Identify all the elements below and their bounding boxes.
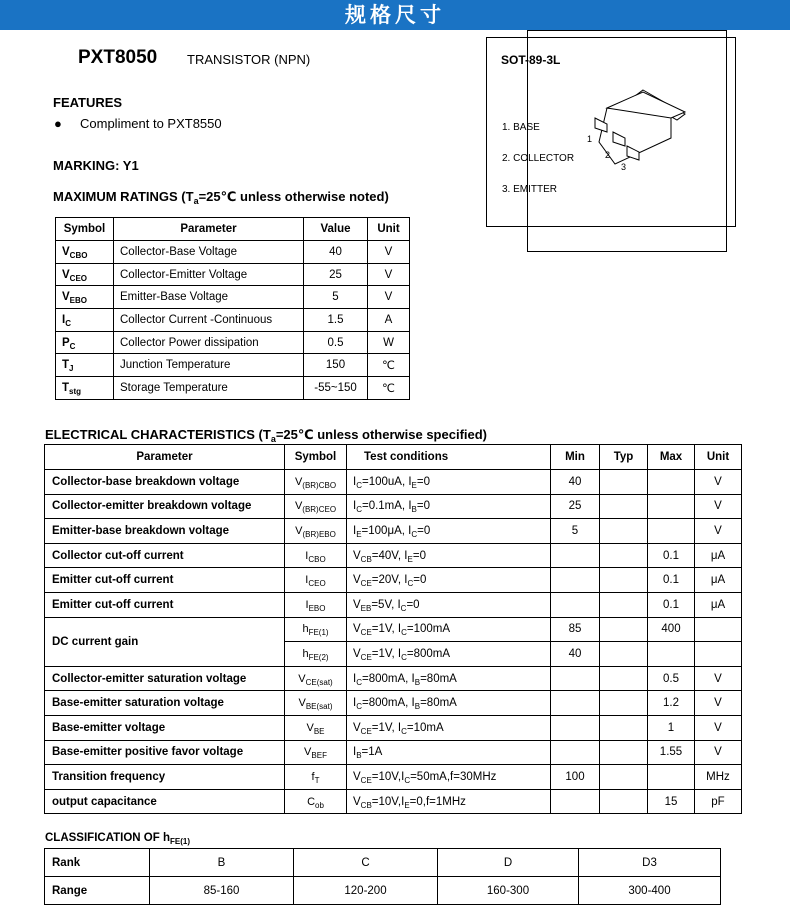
parameter-cell: Collector-Emitter Voltage [114,263,304,286]
symbol-cell: $V_{BE(sat)}$ [285,691,347,716]
package-name: SOT-89-3L [501,53,561,67]
classification-table [44,848,721,905]
unit-cell: V [368,286,410,309]
min-cell [551,740,600,765]
unit-cell: MHz [695,765,742,790]
symbol-cell: $f_T$ [285,765,347,790]
min-cell: 40 [551,642,600,667]
parameter-cell: Emitter cut-off current [45,592,285,617]
typ-cell [600,666,648,691]
parameter-cell: Emitter-base breakdown voltage [45,519,285,544]
test-conditions-cell: $I_C=0.1mA$, $I_B=0$ [347,494,551,519]
marking-text: MARKING: Y1 [53,158,139,173]
max-ratings-table [55,217,410,400]
symbol-cell: $V_{BE}$ [285,715,347,740]
table-row [45,494,742,519]
max-cell: 400 [648,617,695,642]
unit-cell: W [368,331,410,354]
pin-collector: 2. COLLECTOR [502,153,575,164]
sot89-package-icon [585,88,695,178]
max-cell [648,494,695,519]
unit-cell: V [695,715,742,740]
rank-cell: D [438,849,579,877]
max-cell: 0.1 [648,568,695,593]
pin-number-3: 3 [621,162,627,172]
symbol-cell: $C_{ob}$ [285,789,347,814]
unit-cell: A [368,309,410,332]
range-row [45,877,721,905]
table-header-row [56,218,410,241]
parameter-cell: Base-emitter saturation voltage [45,691,285,716]
symbol-cell: $V_{(BR)CBO}$ [285,470,347,495]
col-header-value: Value [304,218,368,241]
symbol-cell: $h_{FE(2)}$ [285,642,347,667]
unit-cell: V [695,470,742,495]
pin-emitter: 3. EMITTER [502,184,558,195]
min-cell [551,789,600,814]
typ-cell [600,691,648,716]
table-row [45,715,742,740]
typ-cell [600,642,648,667]
test-conditions-cell: $V_{CE}=10V,I_C=50mA,f=30MHz$ [347,765,551,790]
parameter-cell: Base-emitter voltage [45,715,285,740]
parameter-cell: output capacitance [45,789,285,814]
parameter-cell: Collector-Base Voltage [114,241,304,264]
pin-number-2: 2 [605,150,611,160]
table-header-row [45,445,742,470]
features-item-text: Compliment to PXT8550 [80,116,222,131]
min-cell [551,568,600,593]
value-cell: 40 [304,241,368,264]
part-number: PXT8050 [78,47,158,68]
table-row [45,519,742,544]
symbol-cell: $T_J$ [56,354,114,377]
rank-cell: B [150,849,294,877]
classification-title-sub: FE(1) [170,837,191,846]
symbol-cell: $I_{EBO}$ [285,592,347,617]
test-conditions-cell: $V_{EB}=5V$, $I_C=0$ [347,592,551,617]
max-ratings-title-suffix: =25℃ unless otherwise noted) [198,189,389,204]
symbol-cell: $V_{(BR)CEO}$ [285,494,347,519]
symbol-cell: $h_{FE(1)}$ [285,617,347,642]
unit-cell: pF [695,789,742,814]
min-cell: 85 [551,617,600,642]
value-cell: 150 [304,354,368,377]
max-cell: 0.5 [648,666,695,691]
typ-cell [600,543,648,568]
max-cell: 0.1 [648,543,695,568]
table-row [45,691,742,716]
range-cell: 300-400 [579,877,721,905]
rank-row [45,849,721,877]
unit-cell: V [695,691,742,716]
electrical-title-sub: a [270,434,276,444]
parameter-cell: Emitter-Base Voltage [114,286,304,309]
table-row [56,331,410,354]
symbol-cell: $V_{CBO}$ [56,241,114,264]
typ-cell [600,592,648,617]
table-row [45,568,742,593]
test-conditions-cell: $I_E=100\mu A$, $I_C=0$ [347,519,551,544]
min-cell [551,543,600,568]
typ-cell [600,470,648,495]
bullet-icon: ● [54,116,62,131]
value-cell: -55~150 [304,377,368,400]
typ-cell [600,765,648,790]
test-conditions-cell: $I_B=1A$ [347,740,551,765]
table-row [45,740,742,765]
col-header-unit: Unit [695,445,742,470]
max-cell [648,765,695,790]
test-conditions-cell: $V_{CE}=1V$, $I_C=800mA$ [347,642,551,667]
typ-cell [600,740,648,765]
unit-cell: V [368,241,410,264]
min-cell: 25 [551,494,600,519]
col-header-unit: Unit [368,218,410,241]
col-header-typ: Typ [600,445,648,470]
max-ratings-title [53,189,389,205]
max-cell: 1.55 [648,740,695,765]
test-conditions-cell: $V_{CB}=40V$, $I_E=0$ [347,543,551,568]
parameter-cell: Base-emitter positive favor voltage [45,740,285,765]
parameter-cell: Collector cut-off current [45,543,285,568]
value-cell: 25 [304,263,368,286]
unit-cell: V [368,263,410,286]
table-row [56,286,410,309]
symbol-cell: $I_{CEO}$ [285,568,347,593]
max-cell [648,519,695,544]
symbol-cell: $V_{EBO}$ [56,286,114,309]
parameter-cell: Collector-emitter breakdown voltage [45,494,285,519]
parameter-cell: Collector-base breakdown voltage [45,470,285,495]
symbol-cell: $P_C$ [56,331,114,354]
symbol-cell: $I_{CBO}$ [285,543,347,568]
min-cell [551,691,600,716]
unit-cell [695,617,742,642]
col-header-symbol: Symbol [285,445,347,470]
classification-title-prefix: CLASSIFICATION OF h [45,832,171,844]
range-label: Range [45,877,150,905]
col-header-min: Min [551,445,600,470]
max-cell: 15 [648,789,695,814]
test-conditions-cell: $V_{CE}=1V$, $I_C=100mA$ [347,617,551,642]
min-cell: 5 [551,519,600,544]
parameter-cell: Storage Temperature [114,377,304,400]
col-header-conditions: Test conditions [347,445,551,470]
rank-cell: D3 [579,849,721,877]
parameter-cell: Transition frequency [45,765,285,790]
col-header-parameter: Parameter [114,218,304,241]
max-cell [648,642,695,667]
parameter-cell: Collector Current -Continuous [114,309,304,332]
table-row [45,765,742,790]
symbol-cell: $V_{CE(sat)}$ [285,666,347,691]
range-cell: 120-200 [294,877,438,905]
col-header-symbol: Symbol [56,218,114,241]
table-row [45,543,742,568]
unit-cell: V [695,519,742,544]
unit-cell: V [695,494,742,519]
max-cell: 0.1 [648,592,695,617]
test-conditions-cell: $V_{CE}=1V$, $I_C=10mA$ [347,715,551,740]
test-conditions-cell: $I_C=800mA$, $I_B=80mA$ [347,691,551,716]
typ-cell [600,494,648,519]
table-row [45,666,742,691]
unit-cell: μA [695,543,742,568]
typ-cell [600,715,648,740]
electrical-table [44,444,742,814]
unit-cell [695,642,742,667]
value-cell: 1.5 [304,309,368,332]
max-ratings-title-prefix: MAXIMUM RATINGS (T [53,189,194,204]
max-cell [648,470,695,495]
table-row [56,309,410,332]
typ-cell [600,519,648,544]
col-header-parameter: Parameter [45,445,285,470]
parameter-cell: DC current gain [45,617,285,666]
table-row [56,263,410,286]
rank-label: Rank [45,849,150,877]
electrical-title [45,427,487,443]
parameter-cell: Emitter cut-off current [45,568,285,593]
test-conditions-cell: $I_C=100uA$, $I_E=0$ [347,470,551,495]
value-cell: 5 [304,286,368,309]
max-cell: 1 [648,715,695,740]
parameter-cell: Junction Temperature [114,354,304,377]
typ-cell [600,617,648,642]
value-cell: 0.5 [304,331,368,354]
max-ratings-title-sub: a [193,196,199,206]
features-item [54,116,222,131]
unit-cell: ℃ [368,377,410,400]
col-header-max: Max [648,445,695,470]
symbol-cell: $V_{(BR)EBO}$ [285,519,347,544]
typ-cell [600,789,648,814]
min-cell: 100 [551,765,600,790]
parameter-cell: Collector-emitter saturation voltage [45,666,285,691]
pin-number-1: 1 [587,134,593,144]
symbol-cell: $I_C$ [56,309,114,332]
typ-cell [600,568,648,593]
table-row [45,617,742,642]
test-conditions-cell: $V_{CE}=20V$, $I_C=0$ [347,568,551,593]
electrical-title-prefix: ELECTRICAL CHARACTERISTICS (T [45,427,271,442]
symbol-cell: $T_{stg}$ [56,377,114,400]
unit-cell: V [695,740,742,765]
symbol-cell: $V_{CEO}$ [56,263,114,286]
min-cell [551,666,600,691]
min-cell [551,592,600,617]
table-row [56,377,410,400]
rank-cell: C [294,849,438,877]
max-cell: 1.2 [648,691,695,716]
table-row [45,470,742,495]
test-conditions-cell: $V_{CB}=10V,I_E=0,f=1MHz$ [347,789,551,814]
unit-cell: μA [695,592,742,617]
unit-cell: V [695,666,742,691]
min-cell: 40 [551,470,600,495]
unit-cell: μA [695,568,742,593]
table-row [45,592,742,617]
range-cell: 160-300 [438,877,579,905]
part-type: TRANSISTOR (NPN) [187,52,311,67]
parameter-cell: Collector Power dissipation [114,331,304,354]
test-conditions-cell: $I_C=800mA$, $I_B=80mA$ [347,666,551,691]
electrical-title-suffix: =25℃ unless otherwise specified) [275,427,488,442]
unit-cell: ℃ [368,354,410,377]
classification-title [45,832,190,844]
symbol-cell: $V_{BEF}$ [285,740,347,765]
range-cell: 85-160 [150,877,294,905]
min-cell [551,715,600,740]
pin-base: 1. BASE [502,122,540,133]
table-row [56,241,410,264]
features-heading: FEATURES [53,95,123,110]
page-banner: 规格尺寸 [0,0,790,30]
table-row [56,354,410,377]
table-row [45,789,742,814]
